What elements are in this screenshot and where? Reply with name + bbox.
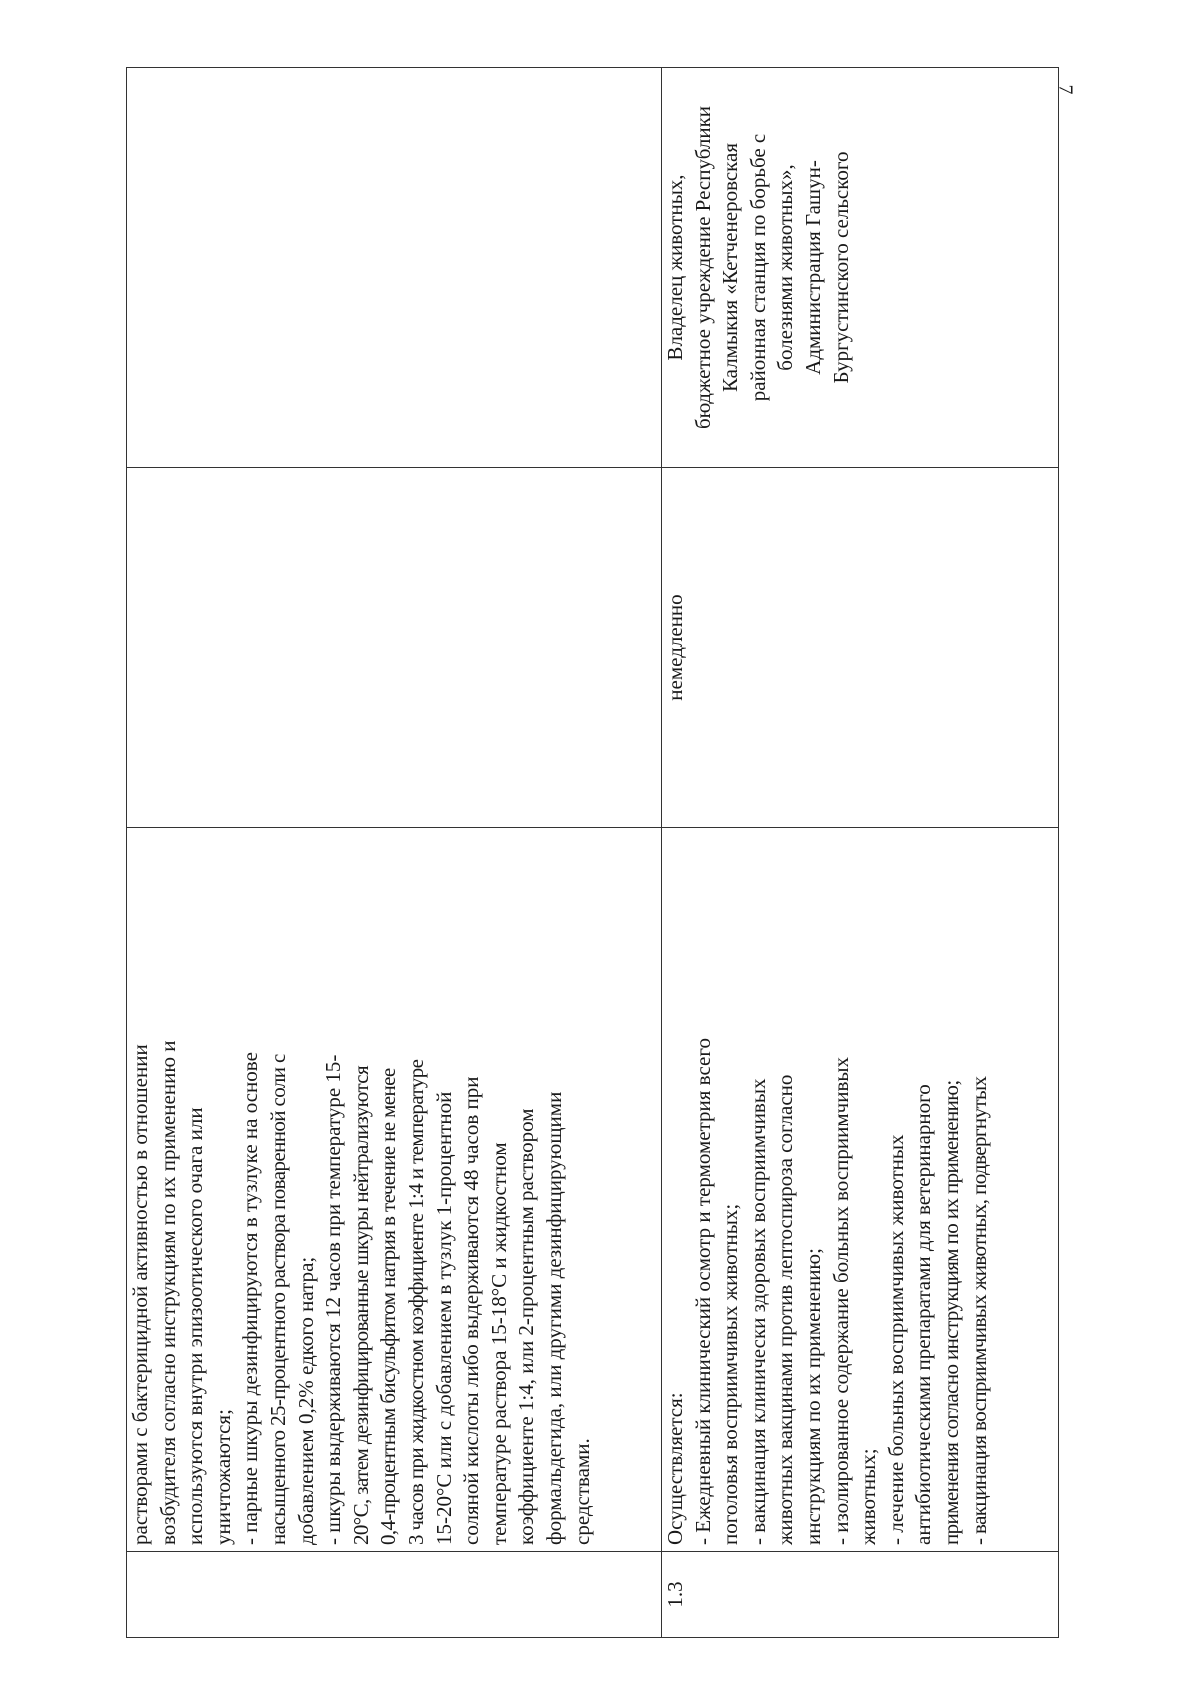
action-line: возбудителя согласно инструкциям по их применению и xyxy=(155,1040,180,1545)
row-number: 1.3 xyxy=(662,1552,1059,1638)
action-line: 3 часов при жидкостном коэффициенте 1:4 и температуре xyxy=(403,1059,428,1545)
action-line: растворами с бактерицидной активностью в отношении xyxy=(128,1044,152,1545)
responsible-line: Бургустинского сельского xyxy=(828,151,853,384)
table-row xyxy=(662,68,1059,1638)
action-line: животных; xyxy=(856,1448,881,1545)
action-line: 15-20°С или с добавлением в тузлук 1-процентной xyxy=(431,1091,456,1545)
action-line: средствами. xyxy=(569,1438,594,1545)
action-line: коэффициенте 1:4, или 2-процентным раствором xyxy=(514,1108,539,1545)
action-line: температуре раствора 15-18°С и жидкостном xyxy=(486,1142,511,1545)
action-line: животных вакцинами против лептоспироза согласно xyxy=(773,1074,798,1545)
row-number xyxy=(127,1552,662,1638)
action-line: - лечение больных восприимчивых животных xyxy=(883,1134,908,1545)
action-line: применения согласно инструкциям по их применению; xyxy=(938,1080,963,1545)
measures-table-rotated xyxy=(126,68,1058,1638)
responsible-line: Калмыкия «Кетченеровская xyxy=(718,142,743,393)
table-row xyxy=(127,68,662,1638)
action-line: уничтожаются; xyxy=(210,1409,235,1545)
action-line: - Ежедневный клинический осмотр и термометрия всего xyxy=(690,1038,715,1545)
action-line: используются внутри эпизоотического очага или xyxy=(183,1107,208,1545)
action-line: соляной кислоты либо выдерживаются 48 часов при xyxy=(459,1076,484,1545)
responsible-line: районная станция по борьбе с xyxy=(745,133,770,402)
action-line: поголовья восприимчивых животных; xyxy=(718,1203,743,1545)
responsible-line: Администрация Гашун- xyxy=(800,160,825,375)
action-cell xyxy=(662,828,1059,1552)
action-line: 0,4-процентным бисульфитом натрия в течение не менее xyxy=(376,1068,401,1545)
action-line: 20°С, затем дезинфицированные шкуры нейтрализуются xyxy=(348,1065,373,1545)
action-line: - вакцинация восприимчивых животных, подвергнутых xyxy=(966,1076,991,1545)
action-line: - вакцинация клинически здоровых восприимчивых xyxy=(745,1078,770,1545)
responsible-line: Владелец животных, xyxy=(663,174,687,361)
responsible-cell xyxy=(127,68,662,468)
action-line: - парные шкуры дезинфицируются в тузлуке на основе xyxy=(238,1052,263,1545)
responsible-line: бюджетное учреждение Республики xyxy=(690,105,715,430)
action-line: Осуществляется: xyxy=(663,1392,687,1545)
action-line: - шкуры выдерживаются 12 часов при температуре 15- xyxy=(321,1054,346,1545)
action-line: добавлением 0,2% едкого натра; xyxy=(293,1256,318,1545)
measures-table xyxy=(126,67,1059,1638)
responsible-cell xyxy=(662,68,1059,468)
action-line: насыщенного 25-процентного раствора поваренной соли с xyxy=(265,1054,290,1545)
term-cell: немедленно xyxy=(662,468,1059,828)
action-line: формальдегида, или другими дезинфицирующими xyxy=(541,1091,566,1545)
action-cell xyxy=(127,828,662,1552)
action-line: инструкциям по их применению; xyxy=(800,1248,825,1545)
action-line: - изолированное содержание больных восприимчивых xyxy=(828,1057,853,1545)
responsible-line: болезнями животных», xyxy=(773,164,798,371)
term-cell xyxy=(127,468,662,828)
page-number: 7 xyxy=(1054,84,1077,95)
action-line: антибиотическими препаратами для ветеринарного xyxy=(911,1084,936,1545)
